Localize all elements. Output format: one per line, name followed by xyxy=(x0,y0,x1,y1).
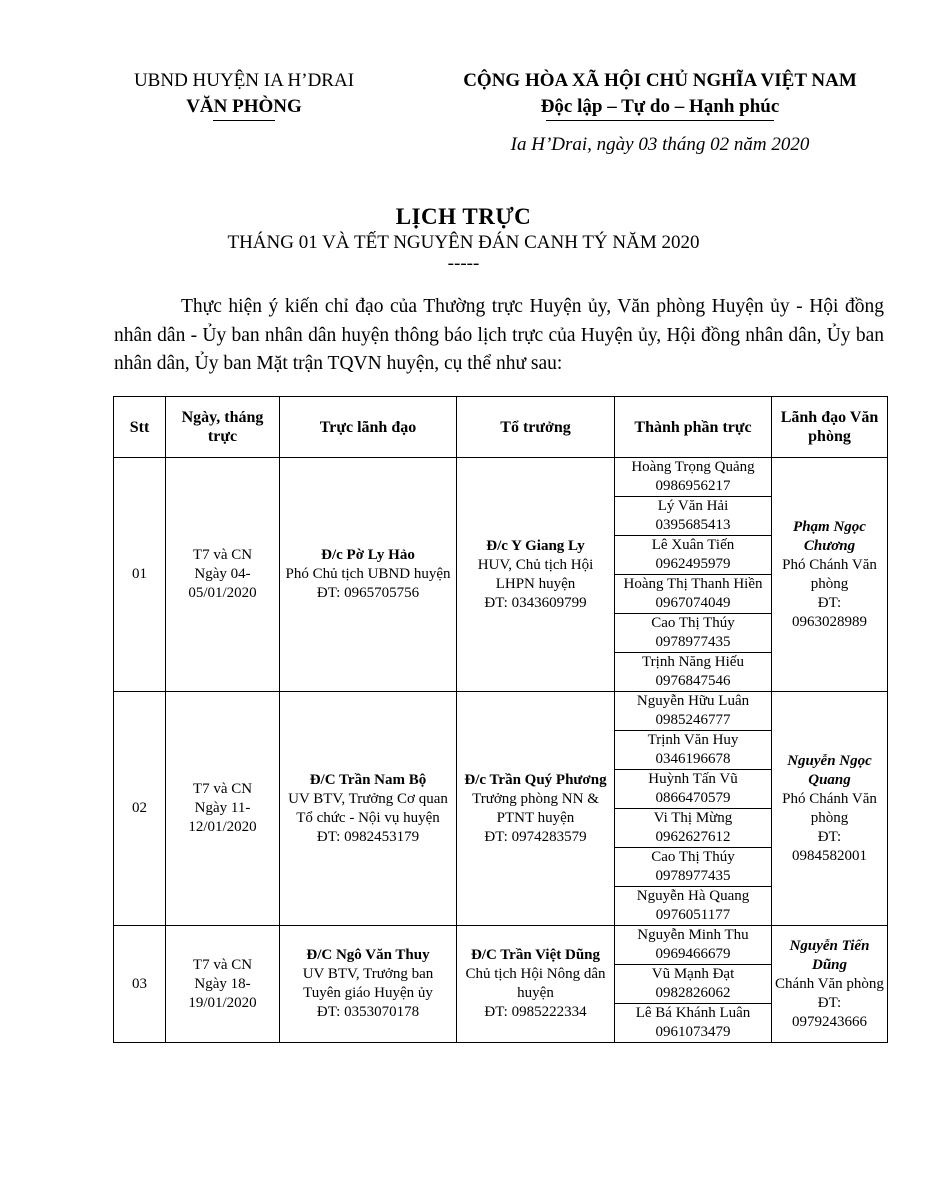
leader-role: UV BTV, Trưởng ban Tuyên giáo Huyện ủy xyxy=(302,966,434,1001)
duty-member xyxy=(615,809,772,848)
duty-member xyxy=(615,536,772,575)
member-phone: 0961073479 xyxy=(655,1024,731,1040)
leader-name: Đ/C Trần Nam Bộ xyxy=(309,771,427,788)
duty-date xyxy=(166,926,280,1043)
team-head-phone: ĐT: 0343609799 xyxy=(484,594,587,611)
duty-date-line: Ngày 04- xyxy=(194,566,251,582)
duty-date-line: 19/01/2020 xyxy=(188,994,257,1011)
member-phone: 0986956217 xyxy=(655,478,731,494)
separator: ----- xyxy=(447,253,480,274)
duty-member xyxy=(615,614,772,653)
office-leader-name: Nguyễn Tiến Dũng xyxy=(789,937,870,973)
table-row xyxy=(114,692,888,731)
office-leader-role: Phó Chánh Văn phòng xyxy=(782,790,877,826)
member-phone: 0346196678 xyxy=(655,751,731,767)
duty-date-line: 05/01/2020 xyxy=(188,585,257,601)
leader-phone: ĐT: 0982453179 xyxy=(316,828,420,845)
member-phone: 0978977435 xyxy=(655,868,731,884)
member-name: Trịnh Văn Huy xyxy=(647,732,739,748)
member-name: Cao Thị Thúy xyxy=(651,849,735,865)
duty-member xyxy=(615,497,772,536)
office-leader-role: Chánh Văn phòng xyxy=(775,975,884,992)
duty-member xyxy=(615,653,772,692)
team-head-role: Chủ tịch Hội Nông dân huyện xyxy=(465,966,606,1001)
member-name: Nguyễn Minh Thu xyxy=(637,927,749,943)
team-head-phone: ĐT: 0974283579 xyxy=(484,828,587,845)
duty-member xyxy=(615,692,772,731)
member-name: Trịnh Năng Hiếu xyxy=(642,654,744,670)
row-number: 02 xyxy=(114,692,166,926)
duty-member xyxy=(615,926,772,965)
team-head-role: Trưởng phòng NN & PTNT huyện xyxy=(472,790,599,826)
office-leader xyxy=(772,926,888,1043)
member-phone: 0962627612 xyxy=(655,829,731,845)
table-header-row xyxy=(114,397,888,458)
duty-leader xyxy=(280,926,457,1043)
member-name: Hoàng Trọng Quảng xyxy=(631,459,755,475)
duty-member xyxy=(615,575,772,614)
member-name: Hoàng Thị Thanh Hiền xyxy=(623,576,763,592)
table-body xyxy=(114,458,888,1043)
row-number: 01 xyxy=(114,458,166,692)
office-leader xyxy=(772,692,888,926)
table-row xyxy=(114,926,888,965)
duty-member xyxy=(615,458,772,497)
member-phone: 0967074049 xyxy=(655,595,731,611)
team-head-name: Đ/c Y Giang Ly xyxy=(486,537,585,554)
header-team-head: Tổ trưởng xyxy=(457,397,615,458)
member-name: Cao Thị Thúy xyxy=(651,615,735,631)
leader-role: Phó Chủ tịch UBND huyện xyxy=(285,566,451,582)
intro-paragraph: Thực hiện ý kiến chỉ đạo của Thường trực Huyện ủy, Văn phòng Huyện ủy - Hội đồng nhân dân - Ủy ban nhân dân huyện thông báo lịch trực của Huyện ủy, Hội đồng nhân dân, Ủy ban nhân dân, Ủy ban Mặt trận TQVN huyện, cụ thể như sau: xyxy=(114,296,884,374)
office-leader-name: Phạm Ngọc Chương xyxy=(793,518,866,554)
row-number: 03 xyxy=(114,926,166,1043)
leader-name: Đ/C Ngô Văn Thuy xyxy=(306,947,430,963)
office-leader-role: Phó Chánh Văn phòng xyxy=(782,556,877,592)
header-office-leader: Lãnh đạo Văn phòng xyxy=(772,397,888,458)
duty-member xyxy=(615,965,772,1004)
duty-leader xyxy=(280,458,457,692)
issuer-underline xyxy=(213,120,275,121)
office-leader-phone: 0979243666 xyxy=(792,1013,867,1030)
member-name: Huỳnh Tấn Vũ xyxy=(648,771,738,787)
office-leader-phone: 0963028989 xyxy=(792,613,867,630)
duty-member xyxy=(615,887,772,926)
team-head xyxy=(457,926,615,1043)
team-head-role: HUV, Chủ tịch Hội LHPN huyện xyxy=(477,556,594,592)
office-leader-phone-label: ĐT: xyxy=(817,594,842,611)
issuer-name: UBND HUYỆN IA H’DRAI xyxy=(133,70,355,91)
office-leader xyxy=(772,458,888,692)
member-phone: 0969466679 xyxy=(655,946,731,962)
member-phone: 0978977435 xyxy=(655,634,731,650)
national-title: CỘNG HÒA XÃ HỘI CHỦ NGHĨA VIỆT NAM xyxy=(463,70,857,91)
member-phone: 0976051177 xyxy=(655,907,731,923)
team-head xyxy=(457,692,615,926)
member-phone: 0962495979 xyxy=(655,556,731,572)
member-name: Nguyễn Hữu Luân xyxy=(636,693,750,709)
team-head-name: Đ/c Trần Quý Phương xyxy=(464,771,607,788)
document-date: Ia H’Drai, ngày 03 tháng 02 năm 2020 xyxy=(510,134,810,155)
national-motto: Độc lập – Tự do – Hạnh phúc xyxy=(540,96,780,117)
duty-date-line: T7 và CN xyxy=(192,547,253,563)
issuer-department: VĂN PHÒNG xyxy=(186,96,302,117)
duty-date-line: T7 và CN xyxy=(192,956,253,973)
duty-member xyxy=(615,848,772,887)
duty-date xyxy=(166,692,280,926)
document-title: LỊCH TRỰC xyxy=(395,204,532,229)
member-phone: 0985246777 xyxy=(655,712,731,728)
header-members: Thành phần trực xyxy=(615,397,772,458)
member-name: Lý Văn Hải xyxy=(657,498,729,514)
document-subtitle: THÁNG 01 VÀ TẾT NGUYÊN ĐÁN CANH TÝ NĂM 2020 xyxy=(227,232,700,253)
member-phone: 0866470579 xyxy=(655,790,731,806)
member-name: Lê Xuân Tiến xyxy=(651,537,735,553)
duty-schedule-table xyxy=(113,396,888,1043)
member-name: Lê Bá Khánh Luân xyxy=(635,1005,751,1021)
duty-member xyxy=(615,770,772,809)
team-head xyxy=(457,458,615,692)
member-phone: 0982826062 xyxy=(655,985,731,1001)
duty-date-line: T7 và CN xyxy=(192,781,253,797)
duty-leader xyxy=(280,692,457,926)
issuer-block xyxy=(104,68,384,121)
office-leader-phone: 0984582001 xyxy=(792,847,867,864)
duty-date-line: Ngày 11- xyxy=(194,800,251,816)
national-heading xyxy=(425,68,895,121)
duty-date-line: Ngày 18- xyxy=(194,975,251,992)
member-phone: 0976847546 xyxy=(655,673,731,689)
office-leader-phone-label: ĐT: xyxy=(817,994,842,1011)
table-row xyxy=(114,458,888,497)
leader-phone: ĐT: 0353070178 xyxy=(316,1004,420,1020)
duty-date-line: 12/01/2020 xyxy=(188,819,257,835)
header-leader: Trực lãnh đạo xyxy=(280,397,457,458)
header-stt: Stt xyxy=(114,397,166,458)
motto-underline xyxy=(546,120,774,121)
member-name: Vũ Mạnh Đạt xyxy=(651,966,735,982)
team-head-name: Đ/C Trần Việt Dũng xyxy=(470,947,601,963)
leader-phone: ĐT: 0965705756 xyxy=(316,585,420,601)
office-leader-name: Nguyễn Ngọc Quang xyxy=(787,752,872,788)
duty-member xyxy=(615,731,772,770)
leader-name: Đ/c Pờ Ly Hảo xyxy=(321,547,415,563)
member-name: Nguyễn Hà Quang xyxy=(636,888,750,904)
leader-role: UV BTV, Trưởng Cơ quan Tổ chức - Nội vụ huyện xyxy=(288,790,448,826)
team-head-phone: ĐT: 0985222334 xyxy=(484,1004,587,1020)
member-name: Vi Thị Mừng xyxy=(653,810,733,826)
office-leader-phone-label: ĐT: xyxy=(817,828,842,845)
header-date: Ngày, tháng trực xyxy=(166,397,280,458)
duty-member xyxy=(615,1004,772,1043)
member-phone: 0395685413 xyxy=(655,517,731,533)
duty-date xyxy=(166,458,280,692)
